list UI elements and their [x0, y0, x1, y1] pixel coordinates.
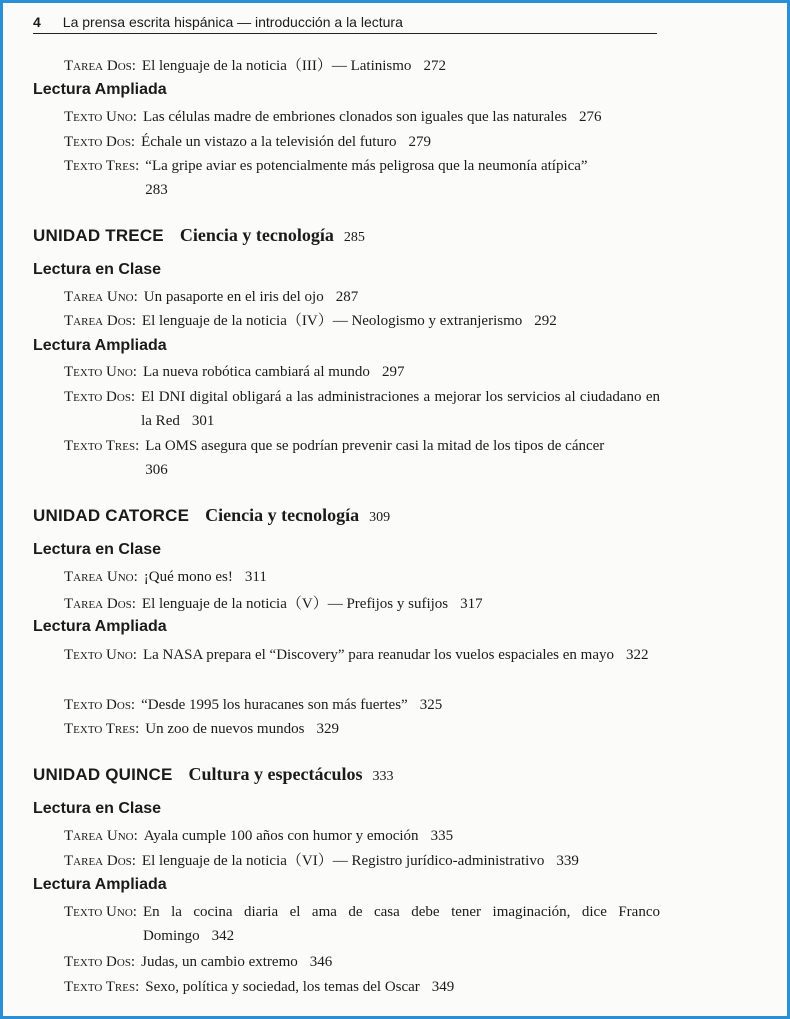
entry-title: La nueva robótica cambiará al mundo — [142, 364, 370, 380]
entry-title: El lenguaje de la noticia（VI）— Registro jurídico-administrativo — [141, 853, 545, 869]
entry-page: 346 — [309, 954, 333, 970]
unit-label: UNIDAD TRECE — [33, 226, 164, 245]
entry-page: 329 — [316, 721, 339, 737]
entry-page: 349 — [431, 979, 455, 995]
toc-entry[interactable] — [64, 717, 660, 741]
toc-entry[interactable] — [64, 130, 660, 154]
toc-entry[interactable] — [64, 154, 660, 202]
running-title: La prensa escrita hispánica — introducción a la lectura — [62, 14, 403, 30]
unit-heading[interactable] — [33, 764, 394, 788]
entry-label: Tarea Uno: — [64, 569, 138, 585]
entry-title: ¡Qué mono es! — [143, 569, 233, 585]
entry-page: 292 — [534, 313, 557, 329]
unit-heading[interactable] — [33, 225, 365, 249]
entry-page: 276 — [578, 109, 602, 125]
entry-page: 325 — [419, 697, 443, 713]
section-heading-ampliada: Lectura Ampliada — [33, 81, 167, 98]
toc-entry[interactable] — [64, 900, 660, 948]
section-heading-clase: Lectura en Clase — [33, 800, 162, 817]
entry-page: 317 — [460, 596, 483, 612]
entry-label: Tarea Uno: — [64, 828, 138, 844]
entry-title: Un pasaporte en el iris del ojo — [143, 289, 324, 305]
entry-label: Texto Uno: — [64, 647, 137, 663]
entry-title: “La gripe aviar es potencialmente más peligrosa que la neumonía atípica” — [145, 158, 588, 174]
entry-label: Texto Dos: — [64, 954, 136, 970]
entry-page: 272 — [423, 58, 446, 74]
toc-entry[interactable] — [64, 360, 660, 384]
toc-entry[interactable] — [64, 693, 660, 717]
entry-page: 279 — [408, 134, 431, 150]
entry-page: 301 — [191, 413, 215, 429]
entry-page: 311 — [244, 569, 267, 585]
section-heading-ampliada: Lectura Ampliada — [33, 618, 167, 635]
toc-entry[interactable] — [64, 824, 660, 848]
entry-title: Sexo, política y sociedad, los temas del Oscar — [145, 979, 420, 995]
entry-page: 322 — [626, 647, 649, 663]
toc-entry[interactable] — [64, 434, 660, 482]
entry-page: 306 — [145, 462, 168, 478]
entry-title: Judas, un cambio extremo — [141, 954, 298, 970]
entry-page: 283 — [145, 182, 168, 198]
entry-label: Tarea Dos: — [64, 58, 136, 74]
entry-label: Texto Tres: — [64, 158, 140, 174]
entry-label: Texto Uno: — [64, 904, 137, 920]
entry-label: Texto Dos: — [64, 697, 136, 713]
entry-label: Tarea Uno: — [64, 289, 138, 305]
section-heading-ampliada: Lectura Ampliada — [33, 876, 167, 893]
running-header — [33, 13, 657, 34]
entry-title: Las células madre de embriones clonados son iguales que las naturales — [142, 109, 567, 125]
entry-title: Ayala cumple 100 años con humor y emoción — [143, 828, 419, 844]
entry-label: Texto Dos: — [64, 389, 136, 405]
entry-title: El DNI digital obligará a las administraciones a mejorar los servicios al ciudadano en la Red — [141, 389, 660, 429]
section-heading-clase: Lectura en Clase — [33, 541, 162, 558]
unit-heading[interactable] — [33, 505, 390, 529]
toc-entry[interactable] — [64, 54, 660, 78]
entry-page: 297 — [381, 364, 405, 380]
unit-page: 333 — [372, 769, 394, 784]
toc-entry[interactable] — [64, 975, 660, 999]
section-heading-clase: Lectura en Clase — [33, 261, 162, 278]
section-heading-ampliada: Lectura Ampliada — [33, 337, 167, 354]
entry-label: Texto Tres: — [64, 979, 140, 995]
entry-page: 339 — [556, 853, 579, 869]
entry-label: Texto Tres: — [64, 438, 140, 454]
entry-title: “Desde 1995 los huracanes son más fuertes” — [141, 697, 408, 713]
toc-entry[interactable] — [64, 105, 660, 129]
toc-entry[interactable] — [64, 643, 660, 667]
toc-entry[interactable] — [64, 565, 660, 589]
entry-page: 335 — [430, 828, 454, 844]
entry-label: Tarea Dos: — [64, 596, 136, 612]
unit-page: 309 — [369, 510, 391, 525]
entry-label: Texto Uno: — [64, 109, 137, 125]
page-number: 4 — [33, 14, 41, 30]
entry-page: 342 — [211, 928, 235, 944]
entry-title: El lenguaje de la noticia（V）— Prefijos y sufijos — [141, 596, 449, 612]
unit-label: UNIDAD CATORCE — [33, 506, 190, 525]
unit-label: UNIDAD QUINCE — [33, 765, 173, 784]
entry-title: El lenguaje de la noticia（IV）— Neologismo y extranjerismo — [141, 313, 523, 329]
entry-label: Texto Tres: — [64, 721, 140, 737]
entry-label: Texto Uno: — [64, 364, 137, 380]
entry-title: Échale un vistazo a la televisión del futuro — [141, 134, 397, 150]
entry-label: Tarea Dos: — [64, 313, 136, 329]
toc-entry[interactable] — [64, 592, 660, 616]
entry-title: El lenguaje de la noticia（III）— Latinismo — [141, 58, 412, 74]
entry-title: La NASA prepara el “Discovery” para reanudar los vuelos espaciales en mayo — [142, 647, 614, 663]
toc-entry[interactable] — [64, 849, 660, 873]
toc-entry[interactable] — [64, 285, 660, 309]
unit-title: Ciencia y tecnología — [179, 225, 334, 245]
entry-title: Un zoo de nuevos mundos — [145, 721, 305, 737]
entry-label: Tarea Dos: — [64, 853, 136, 869]
toc-entry[interactable] — [64, 385, 660, 433]
entry-label: Texto Dos: — [64, 134, 136, 150]
toc-entry[interactable] — [64, 309, 660, 333]
entry-page: 287 — [335, 289, 359, 305]
unit-title: Ciencia y tecnología — [205, 505, 360, 525]
toc-entry[interactable] — [64, 950, 660, 974]
unit-page: 285 — [343, 230, 365, 245]
entry-title: En la cocina diaria el ama de casa debe tener imaginación, dice Franco Domingo — [142, 904, 660, 944]
entry-title: La OMS asegura que se podrían prevenir casi la mitad de los tipos de cáncer — [145, 438, 605, 454]
unit-title: Cultura y espectáculos — [188, 764, 363, 784]
